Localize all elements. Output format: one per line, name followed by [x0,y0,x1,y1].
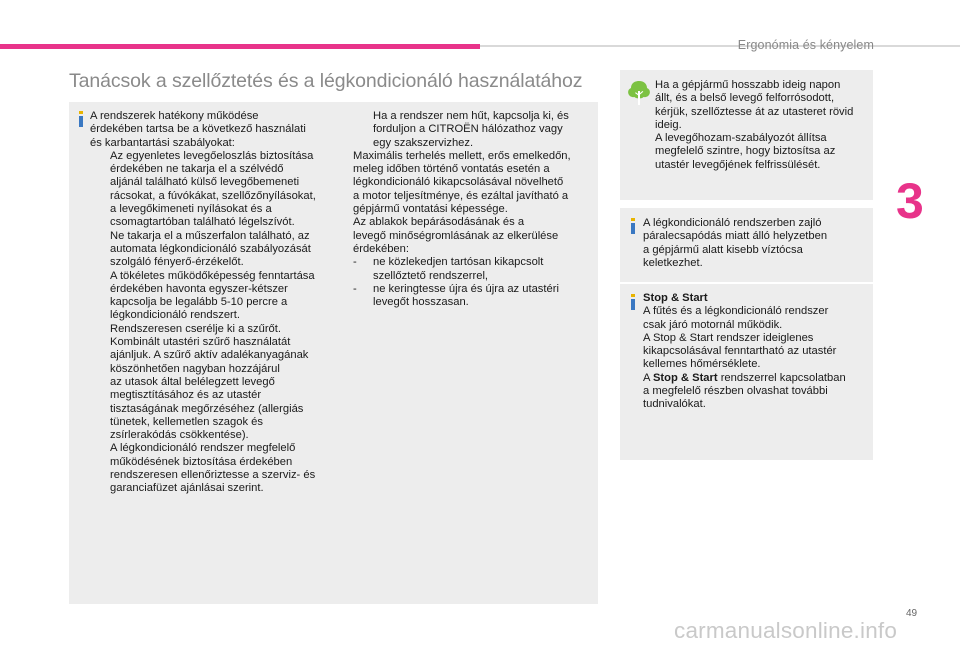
bullet-item: A légkondicionáló rendszer megfelelő működésének biztosítása érdekében rendszeresen ellenőriztesse a szerviz- és garanciafüzet ajánlásai szerint. [110,442,316,495]
eco-tip-text: Ha a gépjármű hosszabb ideig napon állt, és a belső levegő felforrósodott, kérjük, szellőztesse át az utasteret rövid ideig. A levegőhozam-szabályozót állítsa megfelelő szintre, hogy biztosítsa az utastér levegőjének felfrissülését. [655,79,854,171]
chapter-number: 3 [896,173,924,229]
intro-paragraph: A rendszerek hatékony működése érdekében tartsa be a következő használati és karbantartási szabályokat: [90,110,306,149]
stop-start-note-text: Stop & Start A fűtés és a légkondicionáló rendszer csak járó motornál működik. A Stop & Start rendszer ideiglenes kikapcsolásával fenntartható az utastér kellemes hőmérséklete. A Stop & Start rendszerrel kapcsolatban a megfelelő részben olvashat további tudnivalókat. [643,292,868,412]
fogging-paragraph: Az ablakok bepárásodásának és a levegő minőségromlásának az elkerülése érdekében: [353,216,559,255]
info-icon [79,111,83,127]
bullet-item: Ha a rendszer nem hűt, kapcsolja ki, és forduljon a CITROËN hálózathoz vagy egy szakszervizhez. [373,110,569,149]
condensation-note-text: A légkondicionáló rendszerben zajló páralecsapódás miatt álló helyzetben a gépjármű alatt kisebb víztócsa keletkezhet. [643,217,828,269]
page-number: 49 [906,608,918,619]
bullet-item: Ne takarja el a műszerfalon található, az automata légkondicionáló szabályozását szolgáló fényerő-érzékelőt. [110,229,311,269]
dash-marker: - [353,282,357,295]
dash-marker: - [353,256,357,269]
header-accent-bar [0,44,480,49]
usage-tips-column [353,110,593,309]
header-divider [480,45,960,47]
info-icon [631,294,635,310]
dash-item: - ne keringtesse újra és újra az utastéri levegőt hosszasan. [353,282,559,309]
bullet-item: Rendszeresen cserélje ki a szűrőt. Kombinált utastéri szűrő használatát ajánljuk. A szűrő aktív adalékanyagának köszönhetően nagyban hozzájárul az utasok által belélegzett levegő megtisztításához és az utastér tisztaságának megőrzéséhez (allergiás tünetek, kellemetlen szagok és zsírlerakódás csökkentése). [110,322,309,442]
towing-paragraph: Maximális terhelés mellett, erős emelkedőn, meleg időben történő vontatás esetén a légkondicionáló kikapcsolásával növelhető a motor teljesítménye, és ezáltal javítható a gépjármű vontatási képessége. [353,149,571,216]
maintenance-tips-column [90,110,340,496]
eco-tree-icon [627,80,651,106]
bullet-item: A tökéletes működőképesség fenntartása érdekében havonta egyszer-kétszer kapcsolja be legalább 5-10 percre a légkondicionáló rendszert. [110,269,315,322]
watermark: carmanualsonline.info [674,618,898,643]
page-title: Tanácsok a szellőztetés és a légkondicionáló használatához [69,70,583,92]
section-title: Ergonómia és kényelem [737,38,874,52]
bullet-item: Az egyenletes levegőeloszlás biztosítása érdekében ne takarja el a szélvédő aljánál található külső levegőbemeneti rácsokat, a fúvókákat, szellőzőnyílásokat, a levegőkimeneti nyílásokat és a csomagtartóban található légelszívót. [110,149,316,229]
dash-item: - ne közlekedjen tartósan kikapcsolt szellőztető rendszerrel, [353,256,544,282]
info-icon [631,218,635,234]
stop-start-heading: Stop & Start [643,292,708,304]
